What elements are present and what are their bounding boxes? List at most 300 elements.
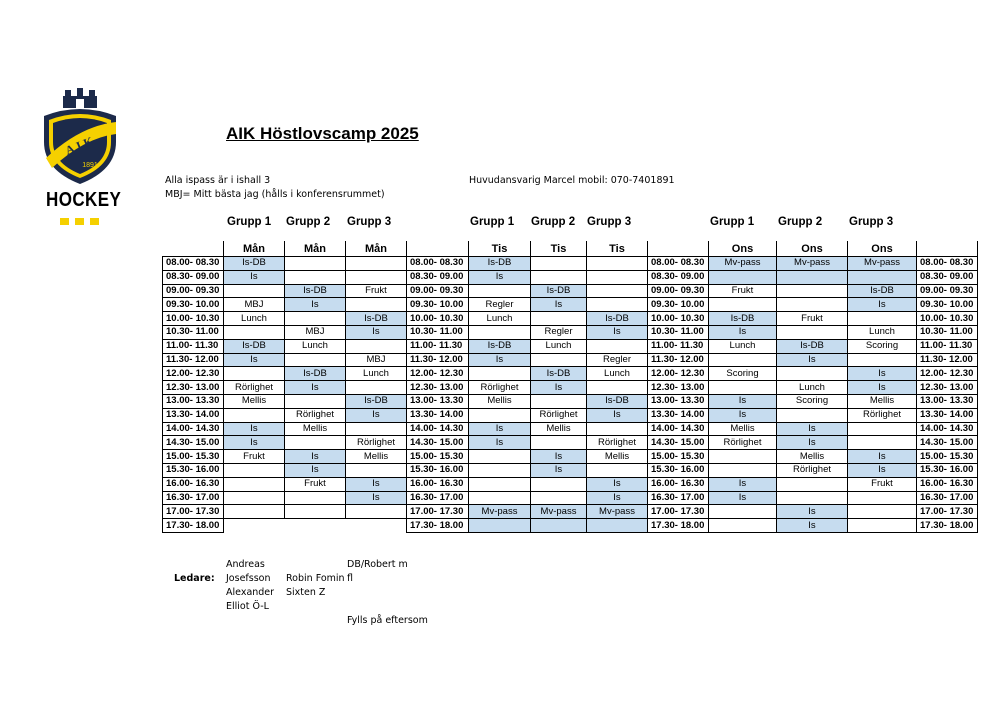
schedule-cell-mon: Frukt (285, 477, 346, 491)
time-slot: 11.00- 11.30 (163, 339, 224, 353)
time-slot: 12.30- 13.00 (163, 381, 224, 395)
schedule-cell-tue: Is-DB (587, 312, 648, 326)
schedule-cell-tue (587, 257, 648, 271)
schedule-cell-tue (469, 284, 531, 298)
schedule-cell-wed (777, 367, 848, 381)
day-label-tue: Tis (587, 241, 648, 257)
schedule-cell-tue: Is-DB (531, 284, 587, 298)
schedule-cell-mon (346, 270, 407, 284)
schedule-cell-wed (709, 270, 777, 284)
leader-name: Elliot Ö-L (226, 601, 269, 612)
schedule-cell-tue: Is (587, 477, 648, 491)
time-slot: 11.00- 11.30 (407, 339, 469, 353)
schedule-cell-wed (777, 284, 848, 298)
wed-group-3-label: Grupp 3 (849, 216, 894, 228)
schedule-cell-mon: Is (285, 463, 346, 477)
time-slot: 08.00- 08.30 (407, 257, 469, 271)
time-slot: 15.00- 15.30 (407, 450, 469, 464)
table-row (163, 367, 978, 381)
schedule-cell-wed: Is (848, 298, 917, 312)
schedule-cell-mon: MBJ (285, 325, 346, 339)
schedule-cell-mon (285, 257, 346, 271)
schedule-cell-tue (531, 436, 587, 450)
schedule-cell-wed: Lunch (777, 381, 848, 395)
schedule-cell-mon (224, 284, 285, 298)
schedule-cell-tue (587, 339, 648, 353)
schedule-cell-mon (285, 270, 346, 284)
time-slot: 17.30- 18.00 (648, 519, 709, 533)
schedule-cell-tue (469, 325, 531, 339)
schedule-cell-wed: Is (709, 477, 777, 491)
day-label-tue: Tis (531, 241, 587, 257)
schedule-cell-tue (531, 477, 587, 491)
leader-name: Sixten Z (286, 587, 326, 598)
day-label-mon: Mån (346, 241, 407, 257)
schedule-cell-mon: Is-DB (346, 394, 407, 408)
schedule-cell-tue: Is-DB (469, 257, 531, 271)
schedule-cell-wed: Is (709, 408, 777, 422)
day-header-row (163, 241, 978, 257)
schedule-cell-tue: Mv-pass (469, 505, 531, 519)
table-row (163, 450, 978, 464)
schedule-cell-wed (709, 298, 777, 312)
time-slot: 15.00- 15.30 (648, 450, 709, 464)
tue-group-1-label: Grupp 1 (470, 216, 515, 228)
schedule-cell-tue: Is-DB (587, 394, 648, 408)
table-row (163, 422, 978, 436)
time-slot: 13.30- 14.00 (407, 408, 469, 422)
leader-name: DB/Robert m (347, 559, 408, 570)
time-slot: 11.30- 12.00 (163, 353, 224, 367)
schedule-cell-wed (848, 505, 917, 519)
time-slot: 16.00- 16.30 (648, 477, 709, 491)
schedule-cell-mon (285, 436, 346, 450)
schedule-cell-mon: Is-DB (224, 339, 285, 353)
day-label-wed: Ons (848, 241, 917, 257)
ledare-label: Ledare: (174, 573, 215, 584)
schedule-cell-wed (709, 505, 777, 519)
schedule-cell-wed: Is-DB (777, 339, 848, 353)
schedule-cell-mon (285, 491, 346, 505)
schedule-cell-tue (469, 477, 531, 491)
time-slot: 13.30- 14.00 (163, 408, 224, 422)
schedule-cell-wed: Frukt (777, 312, 848, 326)
table-row (163, 505, 978, 519)
schedule-cell-tue: Is-DB (469, 339, 531, 353)
schedule-cell-wed: Is (777, 422, 848, 436)
schedule-cell-tue: Mellis (531, 422, 587, 436)
schedule-cell-wed (709, 519, 777, 533)
time-slot: 15.00- 15.30 (163, 450, 224, 464)
time-slot: 14.30- 15.00 (648, 436, 709, 450)
schedule-cell-wed (777, 270, 848, 284)
schedule-cell-mon (285, 394, 346, 408)
day-label-wed: Ons (777, 241, 848, 257)
schedule-cell-wed: Is (848, 450, 917, 464)
time-slot: 08.00- 08.30 (648, 257, 709, 271)
table-row (163, 463, 978, 477)
schedule-cell-mon: Lunch (285, 339, 346, 353)
logo-dot-1 (60, 218, 69, 225)
logo-year: 1891 (82, 162, 98, 169)
logo-brand-text: HOCKEY (46, 189, 122, 211)
schedule-cell-mon (224, 463, 285, 477)
time-slot: 10.30- 11.00 (163, 325, 224, 339)
schedule-cell-tue: Mv-pass (531, 505, 587, 519)
time-slot: 17.00- 17.30 (163, 505, 224, 519)
page-title: AIK Höstlovscamp 2025 (226, 124, 419, 143)
table-row (163, 312, 978, 326)
time-slot: 13.00- 13.30 (163, 394, 224, 408)
schedule-cell-mon (346, 505, 407, 519)
schedule-cell-tue (587, 298, 648, 312)
schedule-cell-tue (587, 519, 648, 533)
schedule-cell-tue: Is (587, 408, 648, 422)
schedule-cell-tue: Is (531, 463, 587, 477)
schedule-cell-mon: Is (224, 436, 285, 450)
time-slot: 13.00- 13.30 (407, 394, 469, 408)
wed-group-1-label: Grupp 1 (710, 216, 755, 228)
schedule-cell-tue: Is (469, 436, 531, 450)
schedule-cell-tue: Is (531, 450, 587, 464)
schedule-cell-mon: Is (285, 381, 346, 395)
time-slot: 10.30- 11.00 (648, 325, 709, 339)
time-slot: 14.00- 14.30 (407, 422, 469, 436)
schedule-cell-tue (531, 270, 587, 284)
schedule-cell-wed (848, 353, 917, 367)
schedule-cell-wed: Is (709, 394, 777, 408)
schedule-cell-wed: Is (848, 367, 917, 381)
schedule-cell-tue: Lunch (587, 367, 648, 381)
schedule-cell-mon: Is-DB (285, 367, 346, 381)
leader-name: Andreas (226, 559, 265, 570)
schedule-cell-wed: Mellis (848, 394, 917, 408)
time-slot: 09.00- 09.30 (163, 284, 224, 298)
time-slot: 11.30- 12.00 (917, 353, 978, 367)
time-slot: 16.30- 17.00 (163, 491, 224, 505)
schedule-cell-tue (531, 257, 587, 271)
schedule-cell-wed (709, 450, 777, 464)
time-slot: 12.30- 13.00 (407, 381, 469, 395)
time-slot: 17.00- 17.30 (407, 505, 469, 519)
table-row (163, 491, 978, 505)
time-slot: 14.30- 15.00 (917, 436, 978, 450)
time-slot: 16.30- 17.00 (648, 491, 709, 505)
schedule-cell-mon: Rörlighet (285, 408, 346, 422)
schedule-cell-wed: Lunch (848, 325, 917, 339)
time-slot: 15.30- 16.00 (648, 463, 709, 477)
logo-dot-2 (75, 218, 84, 225)
empty-cell (285, 519, 346, 533)
schedule-cell-wed: Frukt (709, 284, 777, 298)
time-slot: 10.00- 10.30 (917, 312, 978, 326)
schedule-cell-tue: Regler (469, 298, 531, 312)
wed-group-2-label: Grupp 2 (778, 216, 823, 228)
table-row (163, 477, 978, 491)
schedule-cell-tue: Is (587, 491, 648, 505)
schedule-cell-mon (224, 325, 285, 339)
schedule-cell-mon (346, 463, 407, 477)
time-slot: 08.30- 09.00 (648, 270, 709, 284)
schedule-cell-tue: Rörlighet (587, 436, 648, 450)
schedule-cell-wed (709, 353, 777, 367)
time-slot: 13.30- 14.00 (648, 408, 709, 422)
schedule-cell-mon: Is (346, 408, 407, 422)
schedule-cell-wed (848, 519, 917, 533)
schedule-cell-mon (224, 408, 285, 422)
schedule-cell-wed: Scoring (777, 394, 848, 408)
time-slot: 09.30- 10.00 (648, 298, 709, 312)
table-row (163, 325, 978, 339)
schedule-cell-mon (285, 505, 346, 519)
logo-dot-3 (90, 218, 99, 225)
schedule-cell-tue: Regler (587, 353, 648, 367)
leader-name: fl (347, 573, 353, 584)
time-slot: 12.30- 13.00 (648, 381, 709, 395)
schedule-cell-wed (777, 325, 848, 339)
schedule-cell-mon: Mellis (346, 450, 407, 464)
schedule-cell-wed: Is (777, 505, 848, 519)
time-slot: 15.30- 16.00 (917, 463, 978, 477)
empty-cell (224, 519, 285, 533)
time-slot: 12.30- 13.00 (917, 381, 978, 395)
schedule-cell-mon: Is (285, 450, 346, 464)
time-slot: 08.30- 09.00 (163, 270, 224, 284)
schedule-cell-wed: Is-DB (709, 312, 777, 326)
schedule-cell-mon (346, 257, 407, 271)
schedule-cell-tue (531, 491, 587, 505)
time-slot: 15.30- 16.00 (163, 463, 224, 477)
time-slot: 13.00- 13.30 (648, 394, 709, 408)
table-row (163, 353, 978, 367)
schedule-table (162, 241, 978, 533)
time-slot: 09.30- 10.00 (407, 298, 469, 312)
time-slot: 14.30- 15.00 (407, 436, 469, 450)
time-slot: 09.00- 09.30 (407, 284, 469, 298)
logo-emblem-text: A.I.K. (63, 132, 98, 158)
time-slot: 12.00- 12.30 (917, 367, 978, 381)
time-slot: 17.00- 17.30 (917, 505, 978, 519)
schedule-cell-wed: Is (777, 519, 848, 533)
schedule-cell-tue: Mv-pass (587, 505, 648, 519)
schedule-cell-mon: Is (224, 353, 285, 367)
schedule-cell-wed: Lunch (709, 339, 777, 353)
time-slot: 13.00- 13.30 (917, 394, 978, 408)
time-slot: 16.00- 16.30 (917, 477, 978, 491)
time-slot: 17.30- 18.00 (917, 519, 978, 533)
time-slot: 08.30- 09.00 (917, 270, 978, 284)
table-row (163, 339, 978, 353)
time-slot: 08.30- 09.00 (407, 270, 469, 284)
schedule-cell-wed: Scoring (709, 367, 777, 381)
table-row (163, 284, 978, 298)
schedule-cell-wed: Mellis (709, 422, 777, 436)
mon-group-2-label: Grupp 2 (286, 216, 331, 228)
time-slot: 15.30- 16.00 (407, 463, 469, 477)
schedule-cell-tue: Is (531, 381, 587, 395)
schedule-cell-tue: Is (469, 422, 531, 436)
schedule-cell-tue (469, 408, 531, 422)
time-slot: 14.00- 14.30 (648, 422, 709, 436)
time-slot: 17.00- 17.30 (648, 505, 709, 519)
time-slot: 09.30- 10.00 (163, 298, 224, 312)
time-slot: 16.00- 16.30 (407, 477, 469, 491)
schedule-cell-tue (469, 463, 531, 477)
day-label-mon: Mån (224, 241, 285, 257)
schedule-cell-tue (587, 422, 648, 436)
schedule-cell-wed (848, 436, 917, 450)
schedule-cell-mon: Is-DB (346, 312, 407, 326)
time-slot: 11.00- 11.30 (648, 339, 709, 353)
leader-name: Josefsson (226, 573, 271, 584)
schedule-cell-mon: MBJ (224, 298, 285, 312)
schedule-cell-wed: Mv-pass (777, 257, 848, 271)
schedule-cell-wed: Scoring (848, 339, 917, 353)
time-slot: 16.30- 17.00 (917, 491, 978, 505)
schedule-cell-wed (709, 381, 777, 395)
schedule-cell-wed (777, 298, 848, 312)
time-slot: 12.00- 12.30 (163, 367, 224, 381)
schedule-cell-wed: Is (777, 436, 848, 450)
schedule-cell-wed: Frukt (848, 477, 917, 491)
time-slot: 14.00- 14.30 (163, 422, 224, 436)
schedule-cell-tue (531, 394, 587, 408)
schedule-cell-tue: Regler (531, 325, 587, 339)
schedule-cell-mon: Frukt (224, 450, 285, 464)
time-slot: 09.30- 10.00 (917, 298, 978, 312)
schedule-cell-wed (777, 477, 848, 491)
leader-name: Robin Fomin (286, 573, 345, 584)
schedule-cell-tue (531, 353, 587, 367)
schedule-cell-tue (469, 491, 531, 505)
schedule-cell-mon: Is (285, 298, 346, 312)
schedule-cell-mon: Rörlighet (346, 436, 407, 450)
schedule-cell-tue: Is-DB (531, 367, 587, 381)
schedule-cell-mon (346, 339, 407, 353)
note-mbj: MBJ= Mitt bästa jag (hålls i konferensrummet) (165, 189, 385, 200)
schedule-cell-tue: Is (469, 353, 531, 367)
table-row (163, 408, 978, 422)
schedule-cell-tue (587, 284, 648, 298)
day-label-wed: Ons (709, 241, 777, 257)
mon-group-3-label: Grupp 3 (347, 216, 392, 228)
schedule-cell-mon (224, 367, 285, 381)
schedule-cell-mon (346, 381, 407, 395)
time-slot: 09.00- 09.30 (917, 284, 978, 298)
schedule-cell-wed: Is (848, 463, 917, 477)
schedule-cell-wed (777, 491, 848, 505)
time-slot: 10.30- 11.00 (917, 325, 978, 339)
note-ice-hall: Alla ispass är i ishall 3 (165, 175, 271, 186)
time-slot: 12.00- 12.30 (407, 367, 469, 381)
schedule-cell-wed: Is (709, 325, 777, 339)
schedule-cell-mon: Is (224, 270, 285, 284)
schedule-cell-mon (346, 422, 407, 436)
time-slot: 17.30- 18.00 (407, 519, 469, 533)
table-row (163, 298, 978, 312)
schedule-cell-wed: Rörlighet (848, 408, 917, 422)
schedule-cell-mon (285, 312, 346, 326)
schedule-cell-tue: Lunch (469, 312, 531, 326)
schedule-cell-mon: Is-DB (224, 257, 285, 271)
empty-cell (346, 519, 407, 533)
leader-name: Alexander (226, 587, 275, 598)
day-label-mon: Mån (285, 241, 346, 257)
time-slot: 08.00- 08.30 (163, 257, 224, 271)
table-row (163, 394, 978, 408)
time-slot: 14.30- 15.00 (163, 436, 224, 450)
day-label-tue: Tis (469, 241, 531, 257)
schedule-cell-wed: Rörlighet (709, 436, 777, 450)
schedule-cell-wed: Mellis (777, 450, 848, 464)
tue-group-2-label: Grupp 2 (531, 216, 576, 228)
schedule-cell-wed: Is (848, 381, 917, 395)
schedule-cell-wed: Mv-pass (848, 257, 917, 271)
schedule-cell-tue: Mellis (587, 450, 648, 464)
table-row (163, 270, 978, 284)
schedule-cell-wed (848, 422, 917, 436)
schedule-cell-tue: Is (469, 270, 531, 284)
castle-crown-icon (63, 88, 97, 108)
schedule-cell-tue (469, 367, 531, 381)
time-slot: 11.30- 12.00 (407, 353, 469, 367)
time-slot: 14.00- 14.30 (917, 422, 978, 436)
time-slot: 10.00- 10.30 (407, 312, 469, 326)
schedule-cell-tue (469, 450, 531, 464)
schedule-cell-wed: Mv-pass (709, 257, 777, 271)
time-slot: 10.30- 11.00 (407, 325, 469, 339)
schedule-cell-mon (285, 353, 346, 367)
schedule-cell-tue: Rörlighet (469, 381, 531, 395)
time-slot: 08.00- 08.30 (917, 257, 978, 271)
tue-group-3-label: Grupp 3 (587, 216, 632, 228)
time-slot: 12.00- 12.30 (648, 367, 709, 381)
time-slot: 10.00- 10.30 (648, 312, 709, 326)
schedule-cell-mon (224, 491, 285, 505)
schedule-cell-mon (224, 505, 285, 519)
schedule-cell-mon: Lunch (346, 367, 407, 381)
table-row (163, 519, 978, 533)
schedule-cell-tue: Rörlighet (531, 408, 587, 422)
schedule-cell-tue (531, 519, 587, 533)
schedule-cell-tue: Is (587, 325, 648, 339)
schedule-cell-tue: Is (531, 298, 587, 312)
schedule-cell-wed (848, 491, 917, 505)
schedule-cell-wed: Rörlighet (777, 463, 848, 477)
schedule-cell-mon: Mellis (285, 422, 346, 436)
schedule-cell-mon: Frukt (346, 284, 407, 298)
schedule-cell-mon: Mellis (224, 394, 285, 408)
schedule-cell-mon (346, 298, 407, 312)
schedule-cell-tue: Lunch (531, 339, 587, 353)
schedule-cell-mon: Lunch (224, 312, 285, 326)
time-slot: 16.00- 16.30 (163, 477, 224, 491)
schedule-cell-mon: Is (346, 491, 407, 505)
mon-group-1-label: Grupp 1 (227, 216, 272, 228)
time-slot: 11.00- 11.30 (917, 339, 978, 353)
schedule-cell-tue (587, 270, 648, 284)
footer-note: Fylls på eftersom (347, 615, 428, 626)
schedule-cell-tue (587, 381, 648, 395)
time-slot: 10.00- 10.30 (163, 312, 224, 326)
schedule-cell-tue (469, 519, 531, 533)
time-slot: 16.30- 17.00 (407, 491, 469, 505)
schedule-cell-tue (531, 312, 587, 326)
schedule-cell-tue: Mellis (469, 394, 531, 408)
schedule-cell-wed (848, 270, 917, 284)
schedule-cell-mon (224, 477, 285, 491)
schedule-cell-mon: Is-DB (285, 284, 346, 298)
